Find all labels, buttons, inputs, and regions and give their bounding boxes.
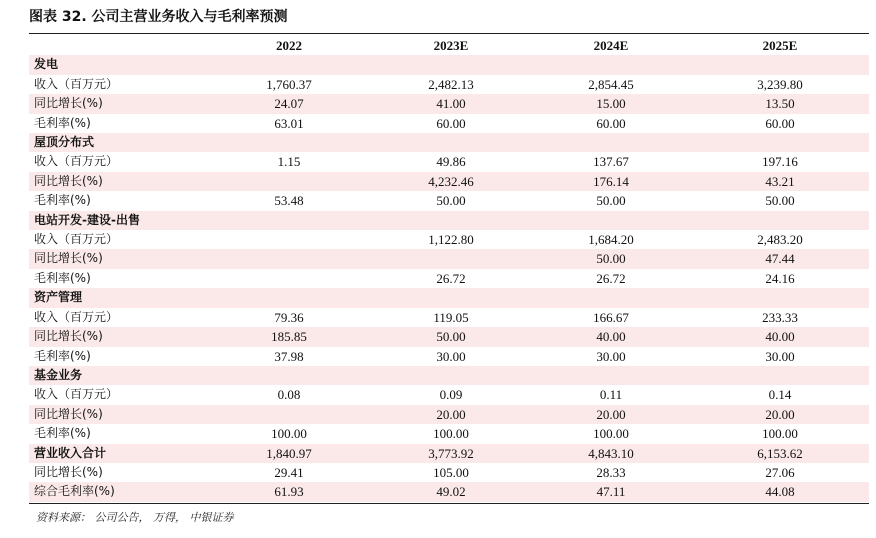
- value-cell: 49.86: [436, 154, 466, 170]
- section-row: [29, 133, 869, 152]
- revenue-margin-table: [29, 36, 869, 502]
- value-cell: 1,684.20: [588, 232, 634, 248]
- value-cell: 185.85: [207, 327, 371, 346]
- header-label-cell: [29, 36, 207, 55]
- value-cell: 50.00: [371, 327, 531, 346]
- value-cell: 26.72: [436, 270, 466, 286]
- table-body: [29, 55, 869, 501]
- value-cell: [207, 269, 371, 288]
- table-row: [29, 347, 869, 366]
- value-cell: [691, 211, 869, 230]
- value-cell: 15.00: [531, 94, 691, 113]
- value-cell: [531, 55, 691, 74]
- row-label: 同比增长(%): [34, 464, 103, 479]
- value-cell: 2,482.13: [428, 76, 474, 92]
- row-label: 屋顶分布式: [29, 133, 207, 152]
- value-cell: 176.14: [531, 172, 691, 191]
- value-cell: 37.98: [274, 348, 304, 364]
- value-cell: 40.00: [691, 327, 869, 346]
- table-row: [29, 327, 869, 346]
- row-label: 同比增长(%): [29, 249, 207, 268]
- table-row: [29, 75, 869, 94]
- row-label: 收入（百万元）: [34, 154, 119, 169]
- row-label: 收入（百万元）: [34, 309, 119, 324]
- value-cell: 3,239.80: [757, 76, 803, 92]
- value-cell: 41.00: [371, 94, 531, 113]
- value-cell: 20.00: [531, 405, 691, 424]
- row-label: 毛利率(%): [34, 193, 91, 208]
- value-cell: 2,483.20: [757, 232, 803, 248]
- value-cell: 100.00: [271, 426, 307, 442]
- value-cell: [531, 211, 691, 230]
- value-cell: 30.00: [596, 348, 626, 364]
- value-cell: 28.33: [596, 464, 626, 480]
- value-cell: [207, 133, 371, 152]
- value-cell: [371, 249, 531, 268]
- value-cell: 53.48: [274, 193, 304, 209]
- section-row: [29, 444, 869, 463]
- table-row: [29, 424, 869, 443]
- value-cell: 1.15: [277, 154, 301, 170]
- value-cell: [691, 288, 869, 307]
- value-cell: 47.44: [691, 249, 869, 268]
- row-label: 收入（百万元）: [34, 76, 119, 91]
- value-cell: 60.00: [596, 115, 626, 131]
- value-cell: [371, 55, 531, 74]
- value-cell: 137.67: [593, 154, 629, 170]
- row-label: 同比增长(%): [29, 327, 207, 346]
- row-label: 同比增长(%): [29, 172, 207, 191]
- value-cell: 50.00: [596, 193, 626, 209]
- value-cell: [371, 366, 531, 385]
- value-cell: 3,773.92: [371, 444, 531, 463]
- value-cell: [207, 405, 371, 424]
- value-cell: 61.93: [207, 482, 371, 501]
- value-cell: 20.00: [691, 405, 869, 424]
- value-cell: 26.72: [596, 270, 626, 286]
- value-cell: 44.08: [691, 482, 869, 501]
- value-cell: 4,843.10: [531, 444, 691, 463]
- value-cell: 24.16: [765, 270, 795, 286]
- value-cell: 0.08: [277, 387, 301, 403]
- table-header-row: [29, 36, 869, 55]
- row-label: 毛利率(%): [34, 270, 91, 285]
- value-cell: [691, 55, 869, 74]
- header-2025e: 2025E: [762, 38, 798, 53]
- value-cell: 100.00: [762, 426, 798, 442]
- value-cell: 43.21: [691, 172, 869, 191]
- row-label: 毛利率(%): [34, 426, 91, 441]
- value-cell: 24.07: [207, 94, 371, 113]
- source-note: 资料来源： 公司公告， 万得， 中银证券: [36, 511, 234, 524]
- value-cell: [691, 133, 869, 152]
- value-cell: 1,122.80: [428, 232, 474, 248]
- value-cell: 63.01: [274, 115, 304, 131]
- value-cell: 105.00: [433, 464, 469, 480]
- value-cell: 119.05: [433, 309, 469, 325]
- value-cell: 166.67: [593, 309, 629, 325]
- value-cell: 50.00: [531, 249, 691, 268]
- row-label: 基金业务: [29, 366, 207, 385]
- section-row: [29, 288, 869, 307]
- table-row: [29, 405, 869, 424]
- table-row: [29, 269, 869, 288]
- table-row: [29, 230, 869, 249]
- value-cell: [531, 288, 691, 307]
- row-label: 综合毛利率(%): [29, 482, 207, 501]
- value-cell: 1,840.97: [207, 444, 371, 463]
- value-cell: 79.36: [274, 309, 304, 325]
- value-cell: 30.00: [436, 348, 466, 364]
- row-label: 收入（百万元）: [34, 232, 119, 247]
- value-cell: [207, 366, 371, 385]
- value-cell: 197.16: [762, 154, 798, 170]
- value-cell: 60.00: [765, 115, 795, 131]
- value-cell: 20.00: [371, 405, 531, 424]
- value-cell: [207, 211, 371, 230]
- table-row: [29, 94, 869, 113]
- value-cell: 60.00: [436, 115, 466, 131]
- row-label: 发电: [29, 55, 207, 74]
- section-row: [29, 211, 869, 230]
- row-label: 毛利率(%): [34, 115, 91, 130]
- value-cell: 27.06: [765, 464, 795, 480]
- value-cell: [691, 366, 869, 385]
- value-cell: [207, 249, 371, 268]
- header-2024e: 2024E: [593, 38, 629, 53]
- row-label: 毛利率(%): [34, 348, 91, 363]
- row-label: 资产管理: [29, 288, 207, 307]
- figure-title: 图表 32. 公司主营业务收入与毛利率预测: [29, 9, 288, 25]
- value-cell: [531, 133, 691, 152]
- table-row: [29, 249, 869, 268]
- value-cell: 50.00: [765, 193, 795, 209]
- bottom-rule: [29, 503, 869, 504]
- value-cell: 1,760.37: [266, 76, 312, 92]
- row-label: 同比增长(%): [29, 405, 207, 424]
- value-cell: [207, 55, 371, 74]
- value-cell: 6,153.62: [691, 444, 869, 463]
- header-2023e: 2023E: [433, 38, 469, 53]
- value-cell: 0.09: [439, 387, 463, 403]
- value-cell: 233.33: [762, 309, 798, 325]
- row-label: 电站开发-建设-出售: [29, 211, 207, 230]
- value-cell: 0.14: [768, 387, 792, 403]
- row-label: 同比增长(%): [29, 94, 207, 113]
- section-row: [29, 366, 869, 385]
- value-cell: 0.11: [599, 387, 623, 403]
- table-row: [29, 308, 869, 327]
- value-cell: 50.00: [436, 193, 466, 209]
- table-row: [29, 191, 869, 210]
- table-row: [29, 152, 869, 171]
- table-row: [29, 114, 869, 133]
- value-cell: 29.41: [274, 464, 304, 480]
- row-label: 收入（百万元）: [34, 387, 119, 402]
- value-cell: [207, 230, 371, 249]
- value-cell: [371, 133, 531, 152]
- value-cell: [371, 288, 531, 307]
- section-row: [29, 55, 869, 74]
- table-row: [29, 385, 869, 404]
- table-row: [29, 172, 869, 191]
- value-cell: [207, 288, 371, 307]
- table-row: [29, 482, 869, 501]
- top-rule: [29, 33, 869, 34]
- value-cell: 49.02: [371, 482, 531, 501]
- value-cell: 2,854.45: [588, 76, 634, 92]
- value-cell: 100.00: [593, 426, 629, 442]
- row-label: 营业收入合计: [29, 444, 207, 463]
- table-row: [29, 463, 869, 482]
- value-cell: 13.50: [691, 94, 869, 113]
- value-cell: [531, 366, 691, 385]
- value-cell: [207, 172, 371, 191]
- value-cell: 40.00: [531, 327, 691, 346]
- value-cell: 47.11: [531, 482, 691, 501]
- value-cell: 30.00: [765, 348, 795, 364]
- value-cell: 4,232.46: [371, 172, 531, 191]
- value-cell: 100.00: [433, 426, 469, 442]
- header-2022: 2022: [276, 38, 302, 53]
- value-cell: [371, 211, 531, 230]
